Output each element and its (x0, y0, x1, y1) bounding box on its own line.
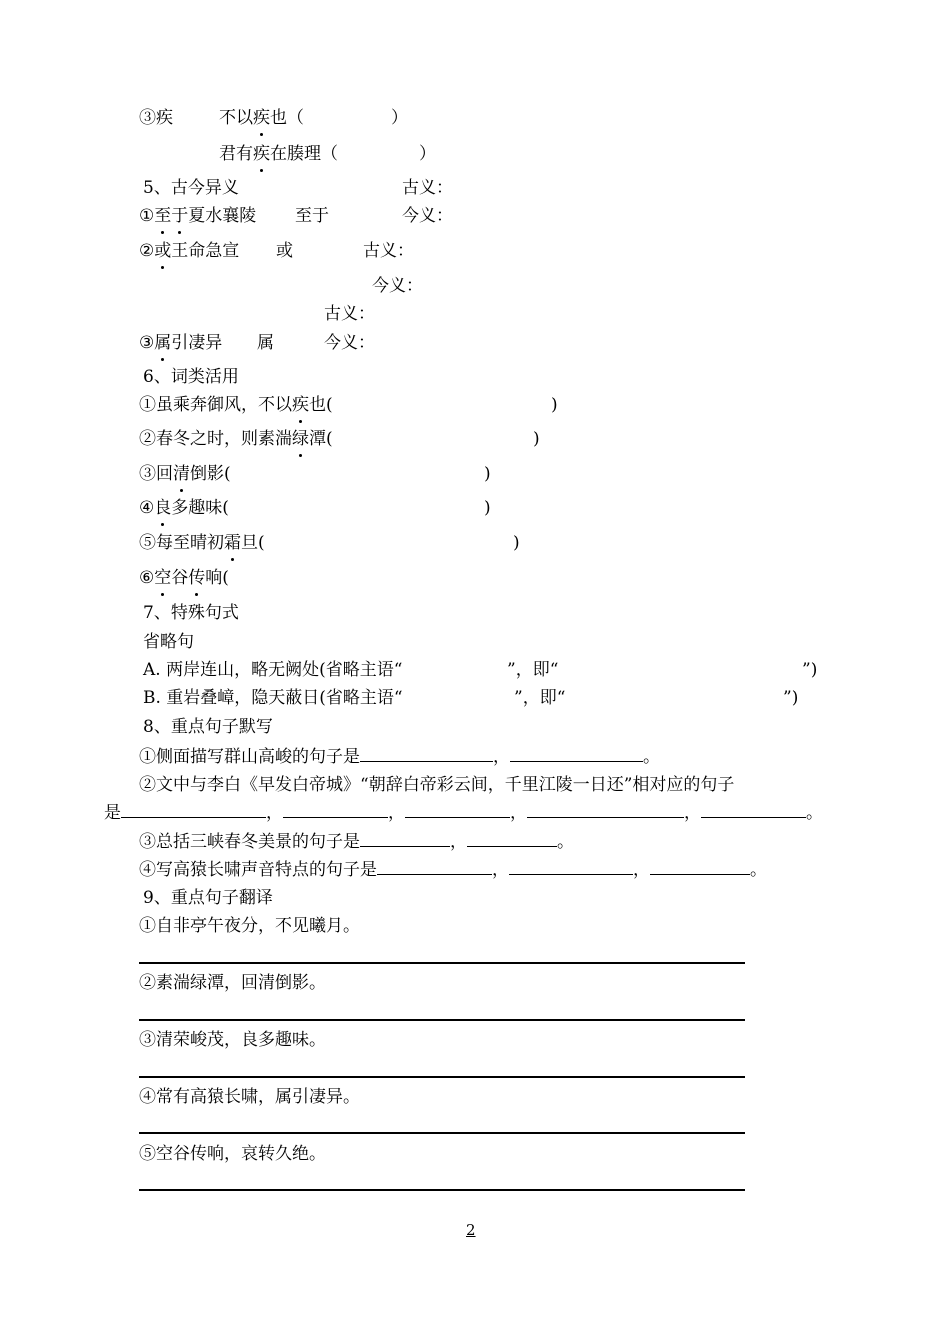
answer-blank[interactable] (360, 746, 493, 762)
answer-blank[interactable] (510, 746, 643, 762)
huoyong-item-5: ⑤每至晴初霜旦( (139, 533, 265, 553)
item-ji-example-1-close: ） (391, 108, 408, 128)
answer-blank[interactable] (405, 802, 510, 818)
huoyong-item-1: ①虽乘奔御风，不以疾也( (139, 395, 333, 415)
recite-item-2: ②文中与李白《早发白帝城》“朝辞白帝彩云间，千里江陵一日还”相对应的句子 (139, 775, 735, 795)
gu-yi-label-2: 古义： (363, 241, 414, 261)
gujin-item-3-word: 属 (257, 333, 274, 353)
gu-yi-label: 古义： (402, 178, 453, 198)
answer-line[interactable] (139, 962, 745, 964)
answer-blank[interactable] (509, 859, 633, 875)
item-ji-example-2-close: ） (419, 144, 436, 164)
gujin-item-1-word: 至于 (295, 206, 329, 226)
answer-blank[interactable] (527, 802, 684, 818)
huoyong-item-3: ③回清倒影( (139, 464, 231, 484)
answer-line[interactable] (139, 1132, 745, 1134)
omission-subtitle: 省略句 (143, 632, 194, 652)
answer-blank[interactable] (701, 802, 806, 818)
omission-item-a-mid: ”，即“ (507, 660, 559, 680)
translate-item-3: ③清荣峻茂，良多趣味。 (139, 1030, 326, 1050)
recite-item-3: ③总括三峡春冬美景的句子是 ， 。 (139, 832, 574, 852)
item-ji-label: ③疾 (139, 108, 173, 128)
section-5-title: 5、古今异义 (143, 178, 239, 198)
translate-item-4: ④常有高猿长啸，属引凄异。 (139, 1087, 360, 1107)
huoyong-item-6: ⑥空谷传响( (139, 568, 229, 588)
huoyong-item-4-close: ) (484, 498, 491, 518)
answer-blank[interactable] (360, 831, 450, 847)
section-7-title: 7、特殊句式 (143, 603, 239, 623)
jin-yi-label-3: 今义： (324, 333, 375, 353)
section-6-title: 6、词类活用 (143, 367, 239, 387)
translate-item-2: ②素湍绿潭，回清倒影。 (139, 973, 326, 993)
huoyong-item-4: ④良多趣味( (139, 498, 229, 518)
huoyong-item-5-close: ) (513, 533, 520, 553)
jin-yi-label-2: 今义： (372, 276, 423, 296)
omission-item-b-mid: ”，即“ (514, 688, 566, 708)
gujin-item-1: ①至于夏水襄陵 (139, 206, 257, 226)
answer-line[interactable] (139, 1076, 745, 1078)
omission-item-b-end: ”) (783, 688, 799, 708)
gujin-item-2: ②或王命急宣 (139, 241, 240, 261)
answer-blank[interactable] (377, 859, 492, 875)
huoyong-item-1-close: ) (551, 395, 558, 415)
answer-blank[interactable] (467, 831, 557, 847)
omission-item-a: A. 两岸连山，略无阙处(省略主语“ (143, 660, 403, 680)
recite-item-2-cont: 是 ， ， ， ， 。 (104, 803, 823, 823)
section-9-title: 9、重点句子翻译 (143, 888, 273, 908)
item-ji-example-2: 君有疾在腠理（ (219, 144, 338, 164)
gujin-item-2-word: 或 (276, 241, 293, 261)
answer-line[interactable] (139, 1189, 745, 1191)
section-8-title: 8、重点句子默写 (143, 717, 273, 737)
omission-item-a-end: ”) (802, 660, 818, 680)
huoyong-item-2-close: ) (533, 429, 540, 449)
answer-blank[interactable] (650, 859, 750, 875)
huoyong-item-2: ②春冬之时，则素湍绿潭( (139, 429, 333, 449)
item-ji-example-1: 不以疾也（ (219, 108, 304, 128)
page-number: 2 (466, 1221, 476, 1239)
translate-item-5: ⑤空谷传响，哀转久绝。 (139, 1144, 326, 1164)
answer-line[interactable] (139, 1019, 745, 1021)
omission-item-b: B. 重岩叠嶂，隐天蔽日(省略主语“ (143, 688, 403, 708)
recite-item-1: ①侧面描写群山高峻的句子是 ， 。 (139, 747, 660, 767)
huoyong-item-3-close: ) (484, 464, 491, 484)
gu-yi-label-3: 古义： (324, 304, 375, 324)
answer-blank[interactable] (283, 802, 388, 818)
jin-yi-label: 今义： (402, 206, 453, 226)
recite-item-4: ④写高猿长啸声音特点的句子是 ， ， 。 (139, 860, 767, 880)
answer-blank[interactable] (121, 802, 266, 818)
translate-item-1: ①自非亭午夜分，不见曦月。 (139, 916, 360, 936)
gujin-item-3: ③属引凄异 (139, 333, 223, 353)
